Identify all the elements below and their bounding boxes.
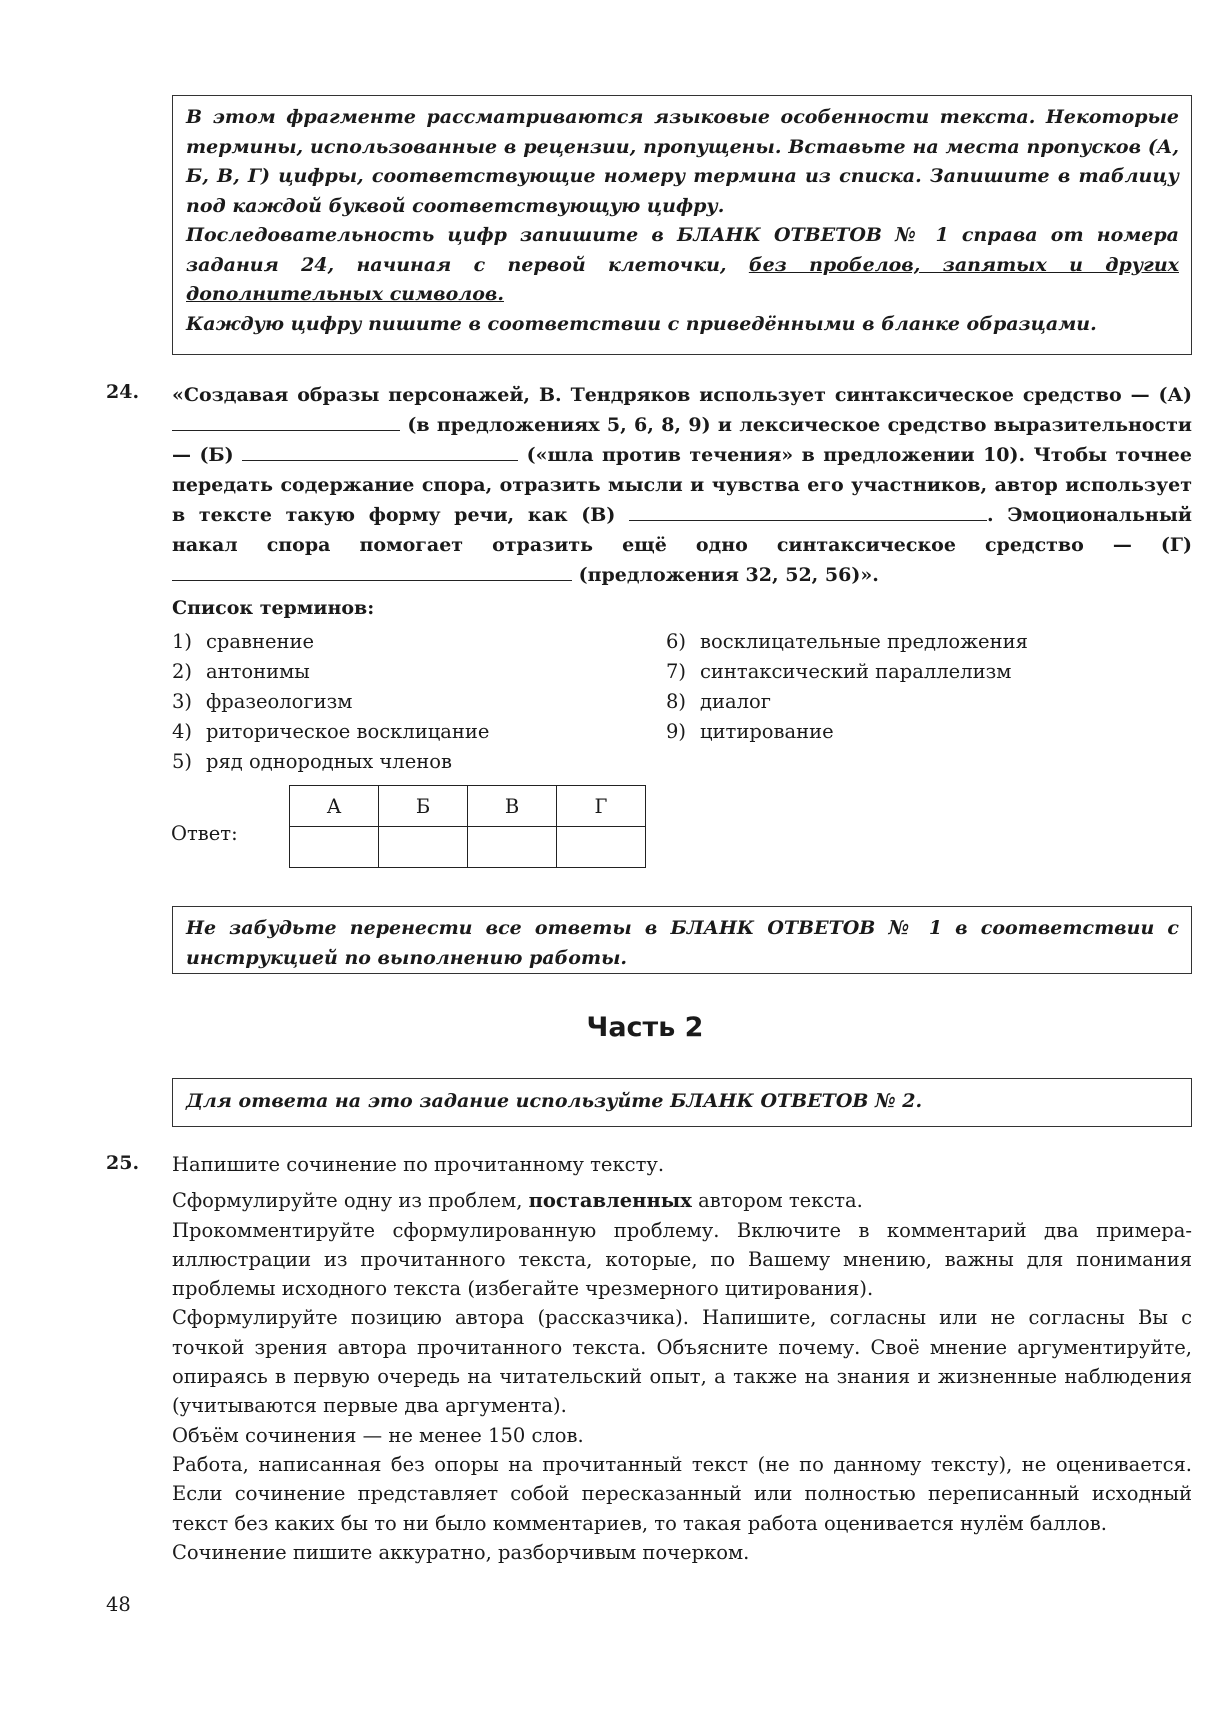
term-item: 4) риторическое восклицание bbox=[172, 720, 490, 743]
blank-b[interactable] bbox=[242, 442, 518, 461]
term-item: 7) синтаксический параллелизм bbox=[666, 660, 1012, 683]
reminder-text: Не забудьте перенести все ответы в БЛАНК ОТВЕТОВ № 1 в соответствии с инструкцией по выполнению работы. bbox=[186, 917, 1179, 969]
answer-cell-a[interactable] bbox=[290, 827, 379, 868]
part2-instruction-box bbox=[172, 1078, 1192, 1127]
terms-list-left bbox=[172, 627, 489, 777]
page-number: 48 bbox=[106, 1593, 131, 1616]
instruction-text: Последовательность цифр запишите в БЛАНК ОТВЕТОВ № 1 справа от номера задания 24, начиная с первой клеточки, bbox=[186, 224, 1179, 276]
instruction-box bbox=[172, 95, 1192, 355]
answer-label: Ответ: bbox=[171, 822, 238, 845]
terms-list-right bbox=[666, 627, 1028, 747]
answer-cell-g[interactable] bbox=[557, 827, 646, 868]
answer-table bbox=[289, 785, 646, 868]
task-text: («шла против течения» в предложении 10). Чтобы точнее передать содержание спора, отразить мысли и чувства его участников, автор использует в тексте такую форму речи, как (В) bbox=[172, 444, 1192, 526]
term-item: 6) восклицательные предложения bbox=[666, 630, 1028, 653]
task-paragraph: Объём сочинения — не менее 150 слов. bbox=[172, 1423, 584, 1447]
task-text: (предложения 32, 52, 56)». bbox=[578, 564, 879, 586]
task-paragraph: Напишите сочинение по прочитанному тексту. bbox=[172, 1153, 665, 1176]
blank-g[interactable] bbox=[172, 562, 572, 581]
task-paragraph: Сформулируйте одну из проблем, поставленных автором текста. bbox=[172, 1189, 863, 1213]
part-title: Часть 2 bbox=[586, 1012, 704, 1043]
task-paragraph: Сформулируйте позицию автора (рассказчика). Напишите, согласны или не согласны Вы с точкой зрения автора прочитанного текста. Объясните почему. Своё мнение аргументируйте, опираясь в первую очередь на читательский опыт, а также на знания и жизненные наблюдения (учитываются первые два аргумента). bbox=[172, 1306, 1192, 1418]
task-25-text bbox=[172, 1150, 1192, 1567]
instruction-paragraph: Каждую цифру пишите в соответствии с приведёнными в бланке образцами. bbox=[186, 312, 1097, 335]
answer-header-v: В bbox=[468, 786, 557, 827]
term-item: 9) цитирование bbox=[666, 720, 834, 743]
terms-title: Список терминов: bbox=[172, 597, 375, 619]
answer-header-b: Б bbox=[379, 786, 468, 827]
task-text: (в предложениях 5, 6, 8, 9) и лексическое средство выразительности — (Б) bbox=[172, 414, 1192, 466]
blank-a[interactable] bbox=[172, 412, 400, 431]
answer-cell-b[interactable] bbox=[379, 827, 468, 868]
instruction-paragraph: В этом фрагменте рассматриваются языковые особенности текста. Некоторые термины, использованные в рецензии, пропущены. Вставьте на места пропусков (А, Б, В, Г) цифры, соответствующие номеру термина из списка. Запишите в таблицу под каждой буквой соответствующую цифру. bbox=[186, 106, 1179, 217]
term-item: 8) диалог bbox=[666, 690, 771, 713]
term-item: 5) ряд однородных членов bbox=[172, 750, 452, 773]
term-item: 2) антонимы bbox=[172, 660, 310, 683]
task-paragraph: Сочинение пишите аккуратно, разборчивым почерком. bbox=[172, 1540, 750, 1564]
task-number: 25. bbox=[106, 1152, 140, 1174]
task-24-text bbox=[172, 380, 1192, 590]
task-text: . Эмоциональный накал спора помогает отразить ещё одно синтаксическое средство — (Г) bbox=[172, 504, 1192, 556]
task-number: 24. bbox=[106, 381, 140, 403]
part2-instruction-text: Для ответа на это задание используйте БЛАНК ОТВЕТОВ № 2. bbox=[186, 1090, 923, 1112]
instruction-underlined-text: без пробелов, запятых и других дополнительных символов. bbox=[186, 253, 1179, 305]
reminder-box bbox=[172, 906, 1192, 974]
answer-header-a: А bbox=[290, 786, 379, 827]
term-item: 3) фразеологизм bbox=[172, 690, 353, 713]
term-item: 1) сравнение bbox=[172, 630, 315, 653]
answer-header-g: Г bbox=[557, 786, 646, 827]
task-text: «Создавая образы персонажей, В. Тендряков использует синтаксическое средство — (А) bbox=[172, 384, 1192, 406]
blank-v[interactable] bbox=[629, 502, 987, 521]
task-paragraph: Прокомментируйте сформулированную проблему. Включите в комментарий два примера-иллюстрации из прочитанного текста, которые, по Вашему мнению, важны для понимания проблемы исходного текста (избегайте чрезмерного цитирования). bbox=[172, 1218, 1192, 1301]
task-paragraph: Работа, написанная без опоры на прочитанный текст (не по данному тексту), не оценивается. Если сочинение представляет собой пересказанный или полностью переписанный исходный текст без каких бы то ни было комментариев, то такая работа оценивается нулём баллов. bbox=[172, 1452, 1192, 1535]
answer-cell-v[interactable] bbox=[468, 827, 557, 868]
instruction-paragraph bbox=[186, 221, 1179, 310]
